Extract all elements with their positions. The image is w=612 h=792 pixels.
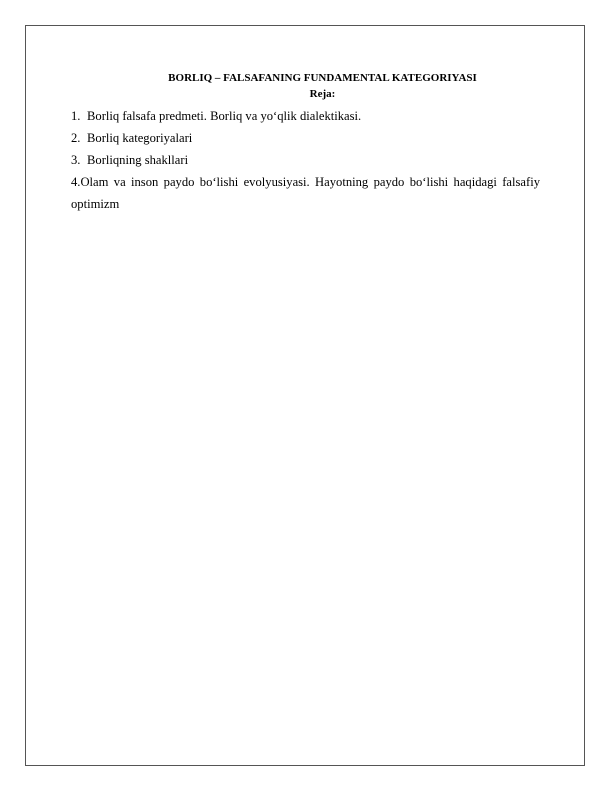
plan-list: [71, 105, 540, 215]
plan-item-4: 4.Olam va inson paydo boʻlishi evolyusiyasi. Hayotning paydo boʻlishi haqidagi falsafiy optimizm: [71, 175, 540, 211]
plan-item-text: Borliqning shakllari: [87, 153, 189, 167]
plan-item-number: 3.: [71, 153, 81, 167]
plan-item-text: Borliq kategoriyalari: [87, 131, 193, 145]
plan-heading: Reja:: [309, 88, 336, 100]
plan-item-number: 2.: [71, 131, 81, 145]
plan-item-number: 1.: [71, 109, 81, 123]
plan-item-1: [71, 105, 540, 127]
document-title: BORLIQ – FALSAFANING FUNDAMENTAL KATEGORIYASI: [168, 72, 477, 84]
plan-item-3: [71, 149, 540, 171]
plan-item-text: Borliq falsafa predmeti. Borliq va yoʻqlik dialektikasi.: [87, 109, 362, 123]
document-content: [71, 71, 540, 215]
plan-item-2: [71, 127, 540, 149]
